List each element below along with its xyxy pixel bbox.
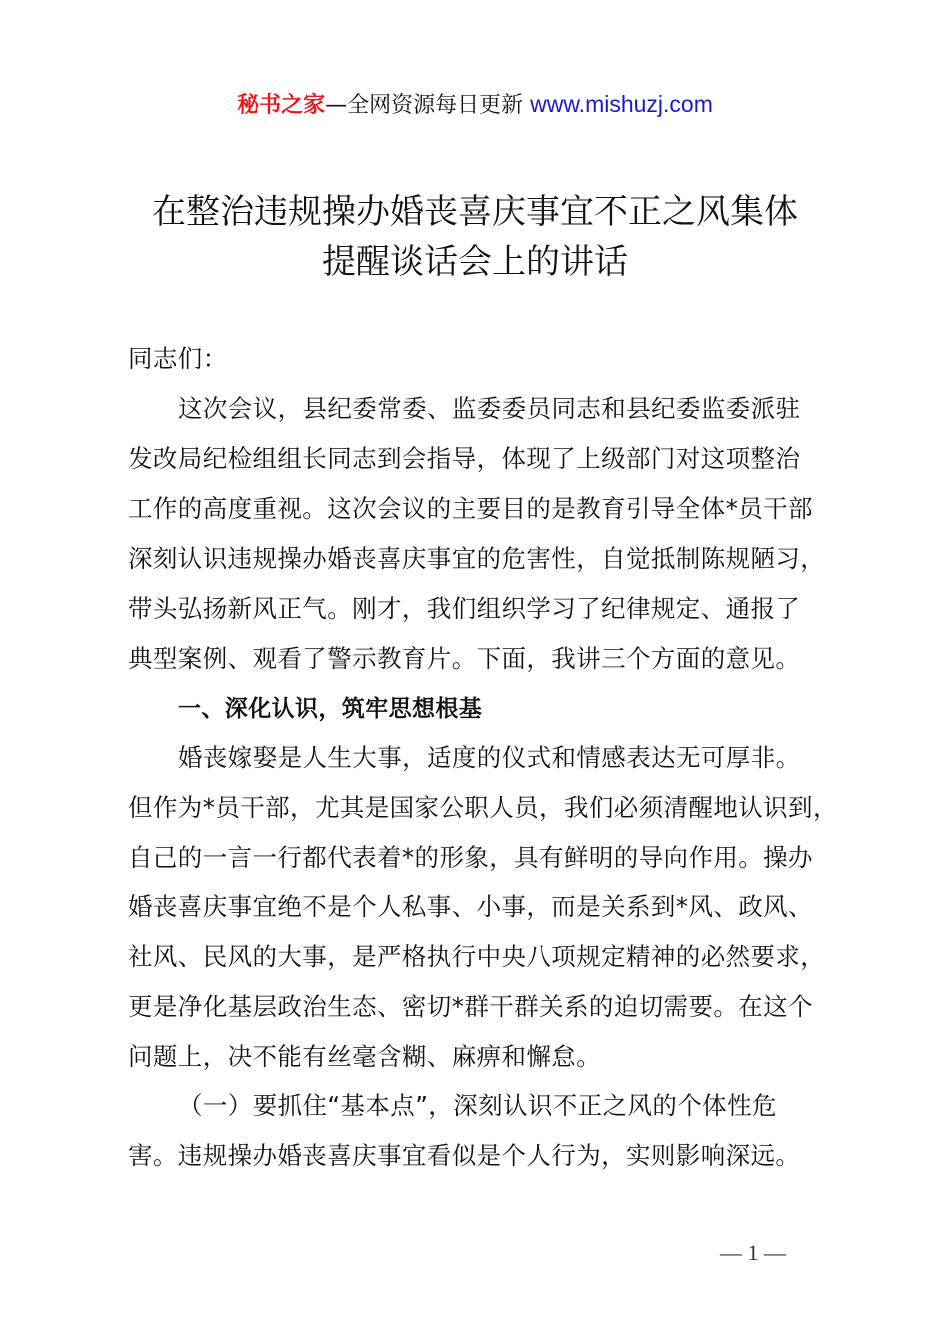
document-title-line-2: 提醒谈话会上的讲话 — [322, 242, 628, 282]
body-line: 工作的高度重视。这次会议的主要目的是教育引导全体*员干部 — [128, 494, 813, 523]
body-line: 婚丧嫁娶是人生大事，适度的仪式和情感表达无可厚非。 — [178, 743, 801, 772]
body-line: 社风、民风的大事，是严格执行中央八项规定精神的必然要求， — [128, 942, 826, 971]
banner-tagline: —全网资源每日更新 — [325, 93, 531, 118]
body-line: 更是净化基层政治生态、密切*群干群关系的迫切需要。在这个 — [128, 992, 813, 1021]
salutation: 同志们： — [128, 344, 228, 373]
body-line: 但作为*员干部，尤其是国家公职人员，我们必须清醒地认识到， — [128, 793, 838, 822]
document-title-line-1: 在整治违规操办婚丧喜庆事宜不正之风集体 — [152, 192, 798, 232]
body-line: 问题上，决不能有丝毫含糊、麻痹和懈怠。 — [128, 1042, 602, 1071]
body-line: 婚丧喜庆事宜绝不是个人私事、小事，而是关系到*风、政风、 — [128, 892, 813, 921]
section-heading: 一、深化认识，筑牢思想根基 — [178, 695, 483, 722]
body-line: 发改局纪检组组长同志到会指导，体现了上级部门对这项整治 — [128, 444, 801, 473]
body-line: 深刻认识违规操办婚丧喜庆事宜的危害性，自觉抵制陈规陋习， — [128, 544, 826, 573]
body-line: 带头弘扬新风正气。刚才，我们组织学习了纪律规定、通报了 — [128, 594, 801, 623]
brand-name: 秘书之家 — [237, 93, 326, 118]
body-line: （一）要抓住“基本点”，深刻认识不正之风的个体性危 — [178, 1091, 777, 1120]
body-line: 这次会议，县纪委常委、监委委员同志和县纪委监委派驻 — [178, 394, 801, 423]
body-line: 自己的一言一行都代表着*的形象，具有鲜明的导向作用。操办 — [128, 843, 813, 872]
banner-url[interactable]: www.mishuzj.com — [530, 91, 713, 117]
body-line: 典型案例、观看了警示教育片。下面，我讲三个方面的意见。 — [128, 644, 801, 673]
page-number: — 1 — — [720, 1240, 786, 1265]
body-line: 害。违规操办婚丧喜庆事宜看似是个人行为，实则影响深远。 — [128, 1141, 801, 1170]
site-banner — [0, 88, 950, 119]
